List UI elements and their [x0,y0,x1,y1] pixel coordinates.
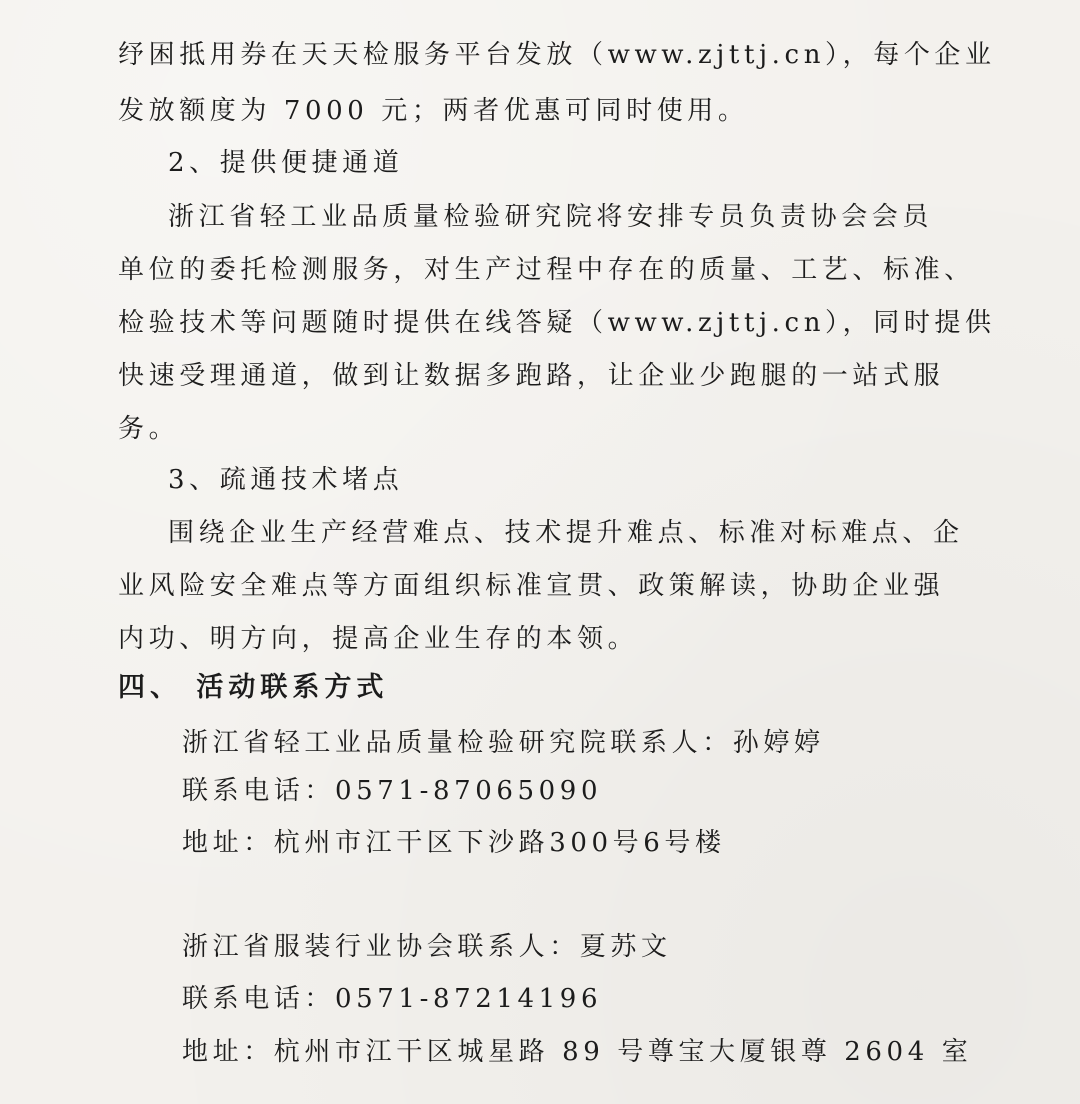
section2-line2: 单位的委托检测服务，对生产过程中存在的质量、工艺、标准、 [118,255,975,285]
contact1-phone: 联系电话：0571-87065090 [182,776,603,806]
section2-line5: 务。 [118,414,180,444]
paragraph1-line1: 纾困抵用券在天天检服务平台发放（www.zjttj.cn），每个企业 [118,40,996,70]
section3-line2: 业风险安全难点等方面组织标准宣贯、政策解读，协助企业强 [118,571,945,601]
section2-line3: 检验技术等问题随时提供在线答疑（www.zjttj.cn），同时提供 [118,308,996,338]
contact2-phone: 联系电话：0571-87214196 [182,984,603,1014]
contact1-address: 地址：杭州市江干区下沙路300号6号楼 [182,828,726,858]
paragraph1-line2: 发放额度为 7000 元；两者优惠可同时使用。 [118,96,749,126]
section2-line4: 快速受理通道，做到让数据多跑路，让企业少跑腿的一站式服 [118,361,945,391]
section4-heading: 四、 活动联系方式 [118,672,389,703]
section2-line1: 浙江省轻工业品质量检验研究院将安排专员负责协会会员 [168,202,934,232]
section3-line1: 围绕企业生产经营难点、技术提升难点、标准对标难点、企 [168,518,964,548]
contact1-org: 浙江省轻工业品质量检验研究院联系人：孙婷婷 [182,728,825,758]
section2-title: 2、提供便捷通道 [168,148,404,178]
section3-line3: 内功、明方向，提高企业生存的本领。 [118,624,639,654]
contact2-org: 浙江省服装行业协会联系人：夏苏文 [182,932,672,962]
contact2-address: 地址：杭州市江干区城星路 89 号尊宝大厦银尊 2604 室 [182,1037,973,1067]
section3-title: 3、疏通技术堵点 [168,465,404,495]
